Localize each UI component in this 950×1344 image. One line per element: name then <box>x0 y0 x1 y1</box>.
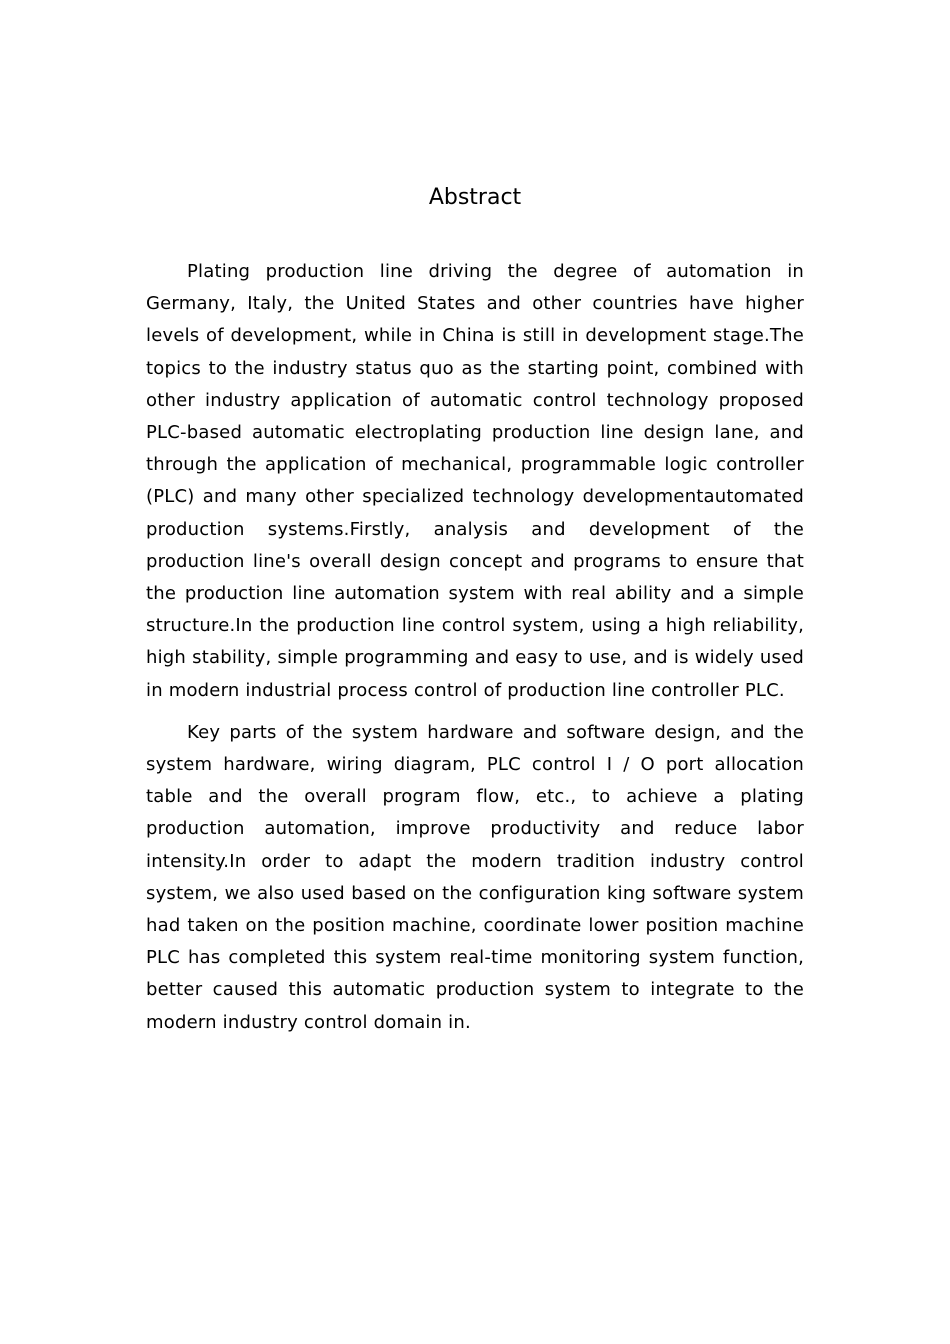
abstract-paragraph-1: Plating production line driving the degree of automation in Germany, Italy, the United States and other countries have higher levels of development, while in China is still in development stage.The topics to the industry status quo as the starting point, combined with other industry application of automatic control technology proposed PLC-based automatic electroplating production line design lane, and through the application of mechanical, programmable logic controller (PLC) and many other specialized technology developmentautomated production systems.Firstly, analysis and development of the production line's overall design concept and programs to ensure that the production line automation system with real ability and a simple structure.In the production line control system, using a high reliability, high stability, simple programming and easy to use, and is widely used in modern industrial process control of production line controller PLC. <box>146 261 804 701</box>
abstract-body <box>146 256 804 1049</box>
page-title: Abstract <box>428 185 522 210</box>
abstract-paragraph-2: Key parts of the system hardware and software design, and the system hardware, wiring diagram, PLC control I / O port allocation table and the overall program flow, etc., to achieve a plating production automation, improve productivity and reduce labor intensity.In order to adapt the modern tradition industry control system, we also used based on the configuration king software system had taken on the position machine, coordinate lower position machine PLC has completed this system real-time monitoring system function, better caused this automatic production system to integrate to the modern industry control domain in. <box>146 721 804 1033</box>
